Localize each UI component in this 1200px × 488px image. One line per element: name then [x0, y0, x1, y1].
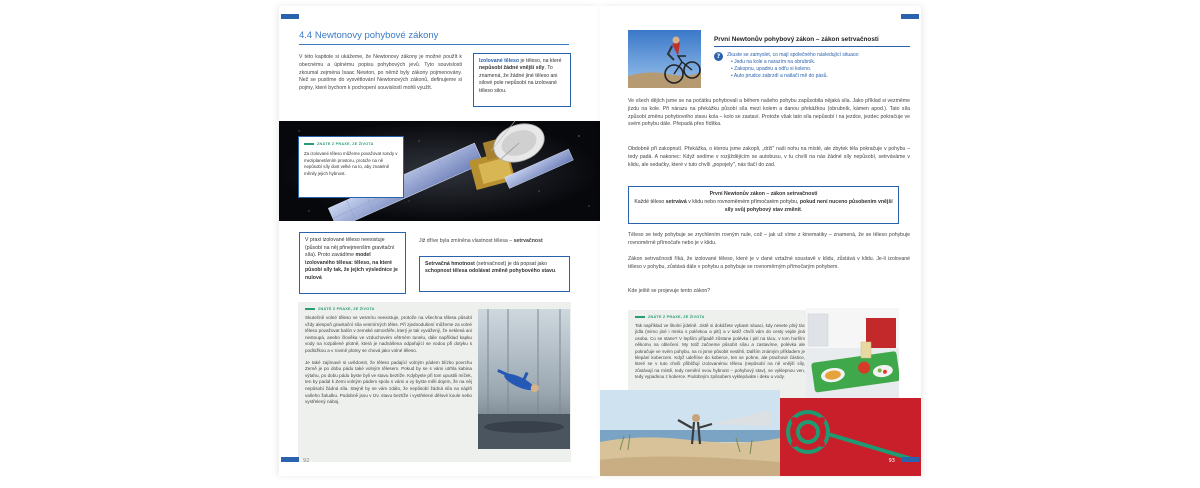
law-text-1: Každé těleso — [634, 199, 666, 206]
page-number-left: 92 — [303, 458, 310, 464]
definition-text-2: . To znamená, že žádné jiné těleso ani silové pole nepůsobí na izolované těleso silou. — [479, 65, 558, 94]
practice-right-text: Tak například ve školní jídelně. Jistě si dokážete vybavit situaci, kdy nesete plný tác jídla (mimo jiné i misku s polévkou a pití) a v tutéž chvíli vám do cesty vejde jiná osoba. Co se stane? V lepším případě zůstane polévka i pití na tácu, v tom horším někomu na oblečení. My totiž začneme působit silou a zastavíme, polévka ale pokračuje ve svém pohybu, na ni jsme působit nestihli. Dalším známým příkladem je klepání kobercem. Když udeříme do koberce, ten se pohne, ale prachové částice, které se v tuto chvíli přibližují izolovanému tělesu (nepůsobí na ně vnější síly, zůstávají na místě, tedy nemění svou hybnost – pohybový stav), se vyklepnou ven, tedy vypadnou z koberce. Podobným způsobem vyklepáváte i deku u vody. — [635, 323, 805, 380]
chapter-title: 4.4 Newtonovy pohybové zákony — [299, 30, 569, 45]
practice-left-para-2: Je také zajímavé si uvědomit, že těleso padající volným pádem blízko povrchu Země je po dobu pádu také volným tělesem. Pokud by se s vámi utrhla kabina výtahu, po dobu pádu byste byli ve stavu beztíže. Kdybyste při tom upustili míček, ten by padal k Zemi volným pádem spolu s vámi a vy byste měli dojem, že na něj nepůsobí žádná síla. Stejně by se vám zdálo, že nepůsobí žádná síla na náplň vašeho žaludku. Podobně jsou v tzv. stavu beztíže i vystřelené dělové koule nebo vystřelený náboj. — [305, 359, 472, 405]
law-bold-1: setrvává — [665, 199, 687, 206]
practice-left-para-1: Skutečně volné těleso ve vesmíru neexistuje, protože na všechna tělesa působí vždy alespoň gravitační síla vesmírných těles. Při zjednodušení můžeme za volné těleso považovat balón v zemské atmosféře, který je tak vyvážený, že neklesá ani nestoupá, anebo člověka ve vzduchovém větrném tunelu, dále například kapku vody na rozpálené plotně, která je nadnášena odpařující se vodou při dotyku s podložkou a v rovině plotny se chová jako volné těleso. — [305, 315, 472, 353]
law-text-3: . — [800, 206, 803, 213]
inertia-bold: setrvačnost — [513, 238, 543, 244]
mass-box — [419, 256, 570, 292]
inertia-text: Již dříve byla zmíněna vlastnost tělesa – — [419, 238, 514, 244]
section-heading: První Newtonův pohybový zákon – zákon setrvačnosti — [714, 36, 910, 47]
paragraph-4: Zákon setrvačnosti říká, že izolované těleso, které je v dané vztažné soustavě v klidu, zůstává v klidu. Je-li izolované těleso v pohybu, zůstává dále v pohybu a pohybuje se rovnoměrným přímočarým pohybem. — [628, 256, 910, 270]
space-practice-box — [298, 136, 404, 198]
inertia-line — [419, 238, 589, 246]
left-page — [279, 6, 600, 476]
practice-left-kicker: ZNÁTE Z PRAXE, ZE ŽIVOTA — [318, 307, 375, 311]
page-tab-marker — [281, 14, 299, 19]
definition-text-1: je těleso, na které — [519, 58, 562, 64]
paragraph-5: Kde ještě se projevuje tento zákon? — [628, 288, 711, 294]
mass-bold-1: Setrvačná hmotnost — [425, 261, 475, 267]
mass-text-1: (setrvačnost) je dá popsat jako — [474, 261, 547, 267]
question-icon: ? — [714, 52, 723, 61]
law-box — [628, 186, 899, 224]
question-list — [727, 59, 860, 80]
model-box — [299, 232, 406, 294]
question-item: • Jedu na kole a narazím na obrubník. — [731, 59, 816, 65]
mass-text-2: . — [555, 268, 557, 275]
intro-paragraph: V této kapitole si ukážeme, že Newtonovy zákony je možné použít k obecnému a úplnému popisu pohybových jevů. Tyto souvislosti zkoumal zejména Isaac Newton, po němž byly zákony pojmenovány. Než se pustíme do vysvětlování Newtonových zákonů, definujeme si pojmy, které bychom k pochopení souvislostí mohli využít. — [299, 54, 462, 92]
space-box-kicker: ZNÁTE Z PRAXE, ZE ŽIVOTA — [317, 142, 374, 146]
cyclist-photo — [628, 30, 701, 88]
question-item: • Auto prudce zabrzdí a natlačí mě do pásů. — [731, 73, 828, 79]
paragraph-1: Ve všech dějích jsme se na počátku pohybovali a během našeho pohybu zapůsobila nějaká síla. Jako příklad si vezměme jízdu na kole. Při nárazu na překážku působí síla mezi kolem a danou překážkou (obrubník, kámen apod.). Tato síla způsobí změnu pohybového stavu kola – kolo se zastaví. Protože však tato síla nepůsobí i na jezdce, jezdec pokračuje ve svém pohybu dále. Přepadá přes řídítka. — [628, 98, 910, 128]
paragraph-2: Obdobně při zakopnutí. Překážka, o kterou jsme zakopli, „drží" naši nohu na místě, ale zbytek těla pokračuje v pohybu – tedy padá. A nakonec: Když sedíme v rozjíždějícím se autobusu, v tu chvíli na nás žádné síly nepůsobí, setrváváme v klidu, ale sedačky, které v tuto chvíli „popojely", nás tlačí do zad. — [628, 146, 910, 168]
carpet-beater-photo — [780, 398, 921, 476]
wind-tunnel-photo — [478, 309, 570, 449]
page-number-right: 93 — [888, 458, 895, 464]
practice-right-kicker: ZNÁTE Z PRAXE, ZE ŽIVOTA — [648, 315, 705, 319]
law-title: První Newtonův zákon – zákon setrvačnosti — [709, 191, 818, 197]
space-box-text: Za izolované těleso můžeme považovat sondy v meziplanetárním prostoru, protože na ně nepůsobí síly dost velké na to, aby znatelně měnily jejich hybnost. — [304, 151, 398, 176]
model-bold: model izolovaného tělesa: těleso, na které působí síly tak, že jejich výslednice je nulová — [305, 252, 398, 281]
cafeteria-tray-photo — [806, 308, 899, 400]
footer-tab-marker — [281, 457, 299, 462]
beach-shaking-photo — [600, 390, 780, 476]
paragraph-3: Těleso se tedy pohybuje se zrychlením rovným nule, což – jak už víme z kinematiky – znamená, že se těleso pohybuje rovnoměrně přímočaře nebo je v klidu. — [628, 232, 910, 246]
question-block — [714, 52, 910, 80]
mass-bold-2: schopnost tělesa odolávat změně pohybového stavu — [425, 268, 556, 275]
model-text-1: V praxi izolované těleso neexistuje (působí na něj přinejmenším gravitační síla). Proto zavádíme — [305, 237, 395, 259]
footer-tab-marker — [901, 457, 919, 462]
law-bold-2: pokud není nuceno působením vnější síly svůj pohybový stav změnit — [724, 199, 893, 213]
question-item: • Zakopnu, upadnu a odřu si koleno. — [731, 66, 812, 72]
question-intro: Zkuste se zamyslet, co mají společného následující situace: — [727, 52, 860, 58]
definition-term: Izolované těleso — [479, 58, 520, 64]
definition-box — [473, 53, 571, 107]
right-page — [600, 6, 921, 476]
definition-bold: nepůsobí žádné vnější síly — [479, 65, 545, 72]
law-text-2: v klidu nebo rovnoměrném přímočarém pohybu, — [686, 199, 800, 206]
page-tab-marker — [901, 14, 919, 19]
